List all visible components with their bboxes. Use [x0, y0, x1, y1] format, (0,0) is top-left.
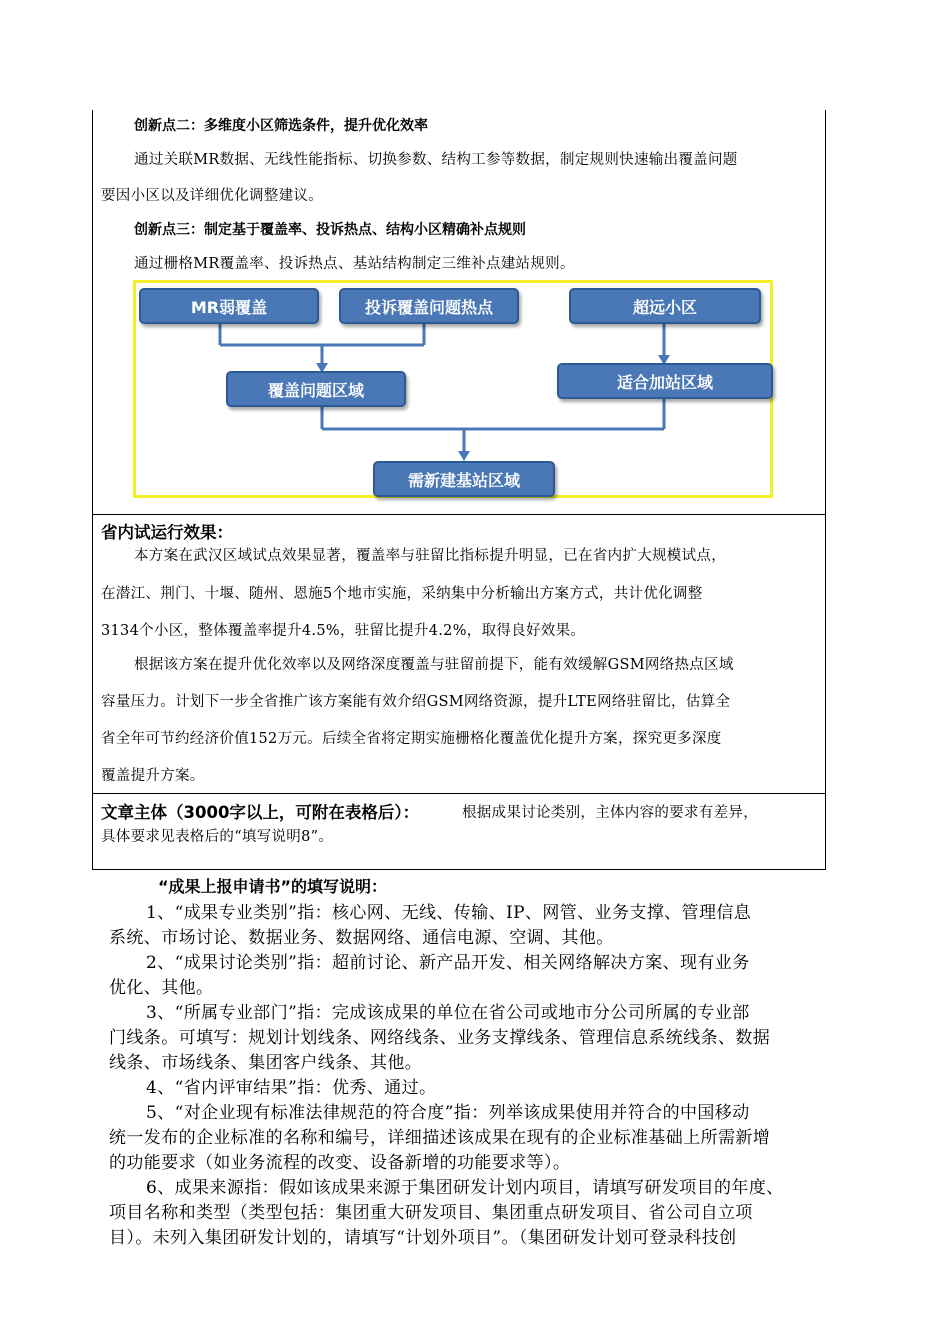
table-divider-2	[92, 793, 826, 794]
table-border-bottom	[92, 869, 826, 870]
instruction-line: 5、“对企业现有标准法律规范的符合度”指：列举该成果使用并符合的中国移动	[146, 1103, 750, 1123]
instruction-line: 6、成果来源指：假如该成果来源于集团研发计划内项目，请填写研发项目的年度、	[146, 1178, 784, 1198]
trial-para1-line-2: 在潜江、荆门、十堰、随州、恩施5个地市实施，采纳集中分析输出方案方式，共计优化调整	[101, 586, 703, 602]
trial-heading: 省内试运行效果：	[101, 523, 233, 542]
suitable-site-area-box: 适合加站区域	[557, 363, 773, 399]
innovation3-line-1: 通过栅格MR覆盖率、投诉热点、基站结构制定三维补点建站规则。	[134, 256, 575, 272]
complaint-hotspot-box: 投诉覆盖问题热点	[339, 288, 519, 324]
trial-para1-line-1: 本方案在武汉区域试点效果显著，覆盖率与驻留比指标提升明显，已在省内扩大规模试点，	[134, 548, 726, 564]
trial-para2-line-2: 容量压力。计划下一步全省推广该方案能有效介绍GSM网络资源，提升LTE网络驻留比，估算全	[101, 694, 731, 710]
new-site-area-box: 需新建基站区域	[373, 461, 555, 497]
trial-para1-line-3: 3134个小区，整体覆盖率提升4.5%，驻留比提升4.2%，取得良好效果。	[101, 623, 586, 639]
instruction-line: 门线条。可填写：规划计划线条、网络线条、业务支撑线条、管理信息系统线条、数据	[109, 1028, 771, 1048]
instruction-line: 的功能要求（如业务流程的改变、设备新增的功能要求等）。	[109, 1153, 571, 1173]
table-border-left	[92, 110, 93, 870]
instruction-line: 4、“省内评审结果”指：优秀、通过。	[146, 1078, 437, 1098]
instruction-line: 目）。未列入集团研发计划的，请填写“计划外项目”。（集团研发计划可登录科技创	[109, 1228, 737, 1248]
instruction-line: 3、“所属专业部门”指：完成该成果的单位在省公司或地市分公司所属的专业部	[146, 1003, 750, 1023]
table-divider-1	[92, 514, 826, 515]
instruction-line: 系统、市场讨论、数据业务、数据网络、通信电源、空调、其他。	[109, 928, 614, 948]
instructions-title: “成果上报申请书”的填写说明：	[158, 877, 388, 896]
innovation2-heading: 创新点二：多维度小区筛选条件，提升优化效率	[134, 118, 428, 134]
trial-para2-line-4: 覆盖提升方案。	[101, 768, 205, 784]
mr-weak-coverage-box: MR弱覆盖	[139, 288, 319, 324]
innovation2-line-1: 通过关联MR数据、无线性能指标、切换参数、结构工参等数据，制定规则快速输出覆盖问题	[134, 152, 738, 168]
innovation2-line-2: 要因小区以及详细优化调整建议。	[101, 188, 323, 204]
trial-para2-line-1: 根据该方案在提升优化效率以及网络深度覆盖与驻留前提下，能有效缓解GSM网络热点区域	[134, 657, 734, 673]
innovation3-heading: 创新点三：制定基于覆盖率、投诉热点、结构小区精确补点规则	[134, 222, 526, 238]
far-cell-box: 超远小区	[569, 288, 761, 324]
article-heading: 文章主体（3000字以上，可附在表格后）：	[101, 803, 420, 822]
coverage-problem-area-box: 覆盖问题区域	[226, 371, 406, 407]
instruction-line: 项目名称和类型（类型包括：集团重大研发项目、集团重点研发项目、省公司自立项	[109, 1203, 753, 1223]
trial-para2-line-3: 省全年可节约经济价值152万元。后续全省将定期实施栅格化覆盖优化提升方案，探究更多深度	[101, 731, 722, 747]
article-text-1: 根据成果讨论类别，主体内容的要求有差异，	[462, 805, 758, 821]
instruction-line: 统一发布的企业标准的名称和编号，详细描述该成果在现有的企业标准基础上所需新增	[109, 1128, 771, 1148]
instruction-line: 2、“成果讨论类别”指：超前讨论、新产品开发、相关网络解决方案、现有业务	[146, 953, 750, 973]
flow-diagram	[133, 280, 773, 498]
instruction-line: 线条、市场线条、集团客户线条、其他。	[109, 1053, 423, 1073]
article-text-2: 具体要求见表格后的“填写说明8”。	[101, 829, 334, 845]
table-border-right	[825, 110, 826, 870]
instruction-line: 1、“成果专业类别”指：核心网、无线、传输、IP、网管、业务支撑、管理信息	[146, 903, 752, 923]
instruction-line: 优化、其他。	[109, 978, 214, 998]
